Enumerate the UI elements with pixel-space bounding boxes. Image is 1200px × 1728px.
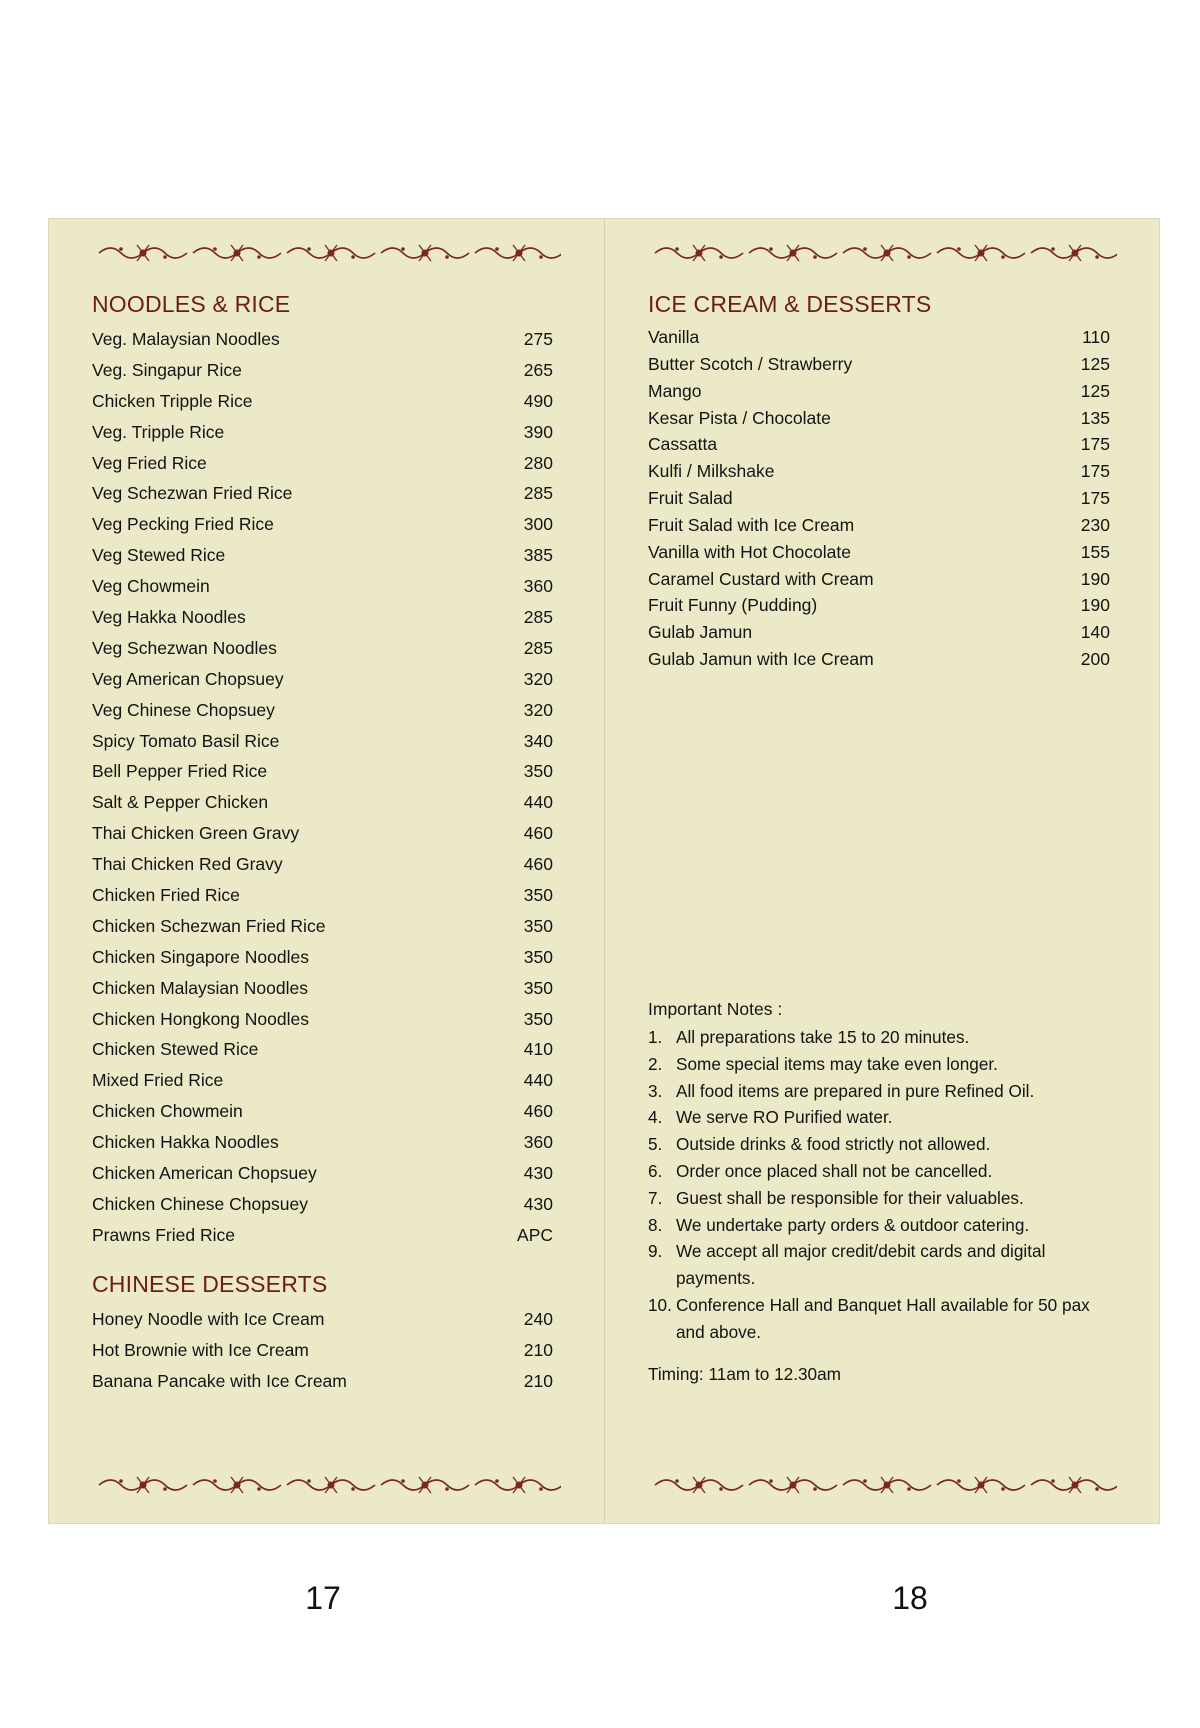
menu-item-price: 190 <box>1080 595 1110 616</box>
menu-item <box>92 1366 553 1397</box>
menu-item <box>648 431 1110 458</box>
menu-item <box>92 1127 553 1158</box>
menu-item-price: 135 <box>1080 407 1110 428</box>
menu-item-name: Gulab Jamun <box>648 622 753 643</box>
noodles-rice-list <box>92 324 553 1251</box>
menu-item-price: 350 <box>523 915 553 936</box>
menu-item <box>92 602 553 633</box>
chinese-desserts-list <box>92 1304 553 1397</box>
menu-item-name: Veg Chowmein <box>92 576 210 597</box>
menu-item-name: Veg Chinese Chopsuey <box>92 699 275 720</box>
note-number: 4. <box>648 1107 663 1128</box>
menu-item-name: Veg. Tripple Rice <box>92 421 225 442</box>
menu-item-name: Mixed Fried Rice <box>92 1070 224 1091</box>
page-number-left: 17 <box>305 1580 341 1616</box>
note-text: All preparations take 15 to 20 minutes. <box>676 1027 970 1047</box>
menu-item-price: 490 <box>523 390 553 411</box>
menu-item-price: 285 <box>523 607 553 628</box>
menu-item <box>92 942 553 973</box>
menu-item <box>648 619 1110 646</box>
menu-item-price: 460 <box>523 823 553 844</box>
menu-item <box>92 1304 553 1335</box>
menu-item-name: Chicken Fried Rice <box>92 885 240 906</box>
menu-item <box>648 324 1110 351</box>
menu-item-price: 285 <box>523 637 553 658</box>
menu-item <box>92 633 553 664</box>
menu-item-price: 285 <box>523 483 553 504</box>
menu-item <box>92 756 553 787</box>
menu-item-price: 350 <box>523 977 553 998</box>
menu-item <box>648 566 1110 593</box>
floral-border-ornament-icon <box>91 1472 561 1498</box>
menu-item-price: 360 <box>523 576 553 597</box>
menu-item-name: Veg American Chopsuey <box>92 668 284 689</box>
note-item <box>648 1104 1110 1131</box>
menu-item-name: Thai Chicken Green Gravy <box>92 823 300 844</box>
note-item <box>648 1238 1110 1292</box>
menu-item-name: Chicken Singapore Noodles <box>92 946 309 967</box>
page-number-right: 18 <box>892 1580 928 1616</box>
menu-item-price: 320 <box>523 699 553 720</box>
note-text: We undertake party orders & outdoor catering. <box>676 1214 1030 1235</box>
menu-item-price: 210 <box>523 1370 553 1391</box>
menu-item <box>92 726 553 757</box>
menu-item-price: 460 <box>523 854 553 875</box>
menu-item-price: 200 <box>1080 649 1110 670</box>
menu-item <box>92 787 553 818</box>
note-text: Some special items may take even longer. <box>676 1053 998 1074</box>
menu-item-name: Cassatta <box>648 434 718 455</box>
menu-item <box>92 324 553 355</box>
menu-item <box>92 695 553 726</box>
note-text: We accept all major credit/debit cards and digital payments. <box>676 1241 1046 1289</box>
notes-list <box>648 1024 1110 1346</box>
menu-item-name: Chicken Chinese Chopsuey <box>92 1193 308 1214</box>
menu-item-price: 340 <box>523 730 553 751</box>
menu-item-price: 155 <box>1080 541 1110 562</box>
menu-item-price: 110 <box>1082 327 1110 347</box>
menu-item-price: 385 <box>523 545 553 566</box>
menu-item-price: 360 <box>523 1132 553 1153</box>
menu-item <box>92 1335 553 1366</box>
menu-item-name: Gulab Jamun with Ice Cream <box>648 649 874 670</box>
menu-item <box>92 1004 553 1035</box>
notes-title: Important Notes : <box>648 999 783 1019</box>
menu-item-price: 430 <box>523 1193 553 1214</box>
menu-item-name: Veg Hakka Noodles <box>92 607 246 628</box>
note-number: 1. <box>648 1027 663 1047</box>
menu-item-name: Chicken Tripple Rice <box>92 390 253 411</box>
menu-item <box>92 509 553 540</box>
note-item <box>648 1078 1110 1105</box>
menu-item-name: Salt & Pepper Chicken <box>92 792 269 813</box>
note-text: Order once placed shall not be cancelled. <box>676 1160 993 1181</box>
menu-item <box>648 378 1110 405</box>
menu-item-price: 350 <box>523 1008 553 1029</box>
menu-item-price: 190 <box>1080 568 1110 589</box>
menu-item-name: Fruit Salad <box>648 488 733 509</box>
note-text: We serve RO Purified water. <box>676 1107 893 1128</box>
menu-item <box>92 818 553 849</box>
menu-item <box>648 485 1110 512</box>
menu-item-price: 440 <box>523 792 553 813</box>
timing-text: Timing: 11am to 12.30am <box>648 1363 841 1384</box>
menu-item <box>92 1065 553 1096</box>
note-item <box>648 1131 1110 1158</box>
menu-item-name: Chicken Malaysian Noodles <box>92 977 308 998</box>
menu-item-price: 175 <box>1080 434 1110 455</box>
floral-border-ornament-icon <box>647 1472 1117 1498</box>
menu-item-name: Veg Fried Rice <box>92 452 207 473</box>
note-text: Guest shall be responsible for their valuables. <box>676 1187 1024 1208</box>
section-title-ice-cream-desserts: ICE CREAM & DESSERTS <box>648 291 932 317</box>
menu-item-price: 430 <box>523 1163 553 1184</box>
menu-item-price: 175 <box>1080 488 1110 509</box>
menu-item-name: Veg Schezwan Fried Rice <box>92 483 293 504</box>
menu-item-price: 390 <box>523 421 553 442</box>
note-item <box>648 1024 1110 1051</box>
menu-item-price: 265 <box>523 359 553 380</box>
menu-spread <box>48 218 1160 1524</box>
menu-item <box>92 1158 553 1189</box>
menu-item-name: Caramel Custard with Cream <box>648 568 874 589</box>
menu-page-right <box>605 219 1161 1523</box>
menu-item-name: Chicken Chowmein <box>92 1101 243 1122</box>
menu-item-name: Chicken Hongkong Noodles <box>92 1008 309 1029</box>
menu-item-price: 410 <box>523 1039 553 1060</box>
menu-item-price: 275 <box>523 329 553 349</box>
menu-item-name: Prawns Fried Rice <box>92 1224 235 1245</box>
menu-item <box>92 540 553 571</box>
note-number: 6. <box>648 1160 663 1181</box>
menu-item-price: 300 <box>523 514 553 535</box>
menu-item-price: 240 <box>523 1308 553 1329</box>
menu-item-name: Vanilla <box>648 327 700 347</box>
menu-item-name: Banana Pancake with Ice Cream <box>92 1370 347 1391</box>
note-number: 7. <box>648 1187 663 1208</box>
menu-item-name: Veg Schezwan Noodles <box>92 637 277 658</box>
menu-item <box>92 1220 553 1251</box>
menu-item-price: 210 <box>523 1339 553 1360</box>
menu-item-price: 350 <box>523 761 553 782</box>
menu-item <box>92 386 553 417</box>
menu-item-name: Butter Scotch / Strawberry <box>648 353 853 374</box>
menu-item-price: 280 <box>523 452 553 473</box>
note-number: 2. <box>648 1053 663 1074</box>
menu-item <box>92 571 553 602</box>
menu-item-price: 125 <box>1080 380 1110 401</box>
menu-item-name: Thai Chicken Red Gravy <box>92 854 283 875</box>
menu-item-name: Bell Pepper Fried Rice <box>92 761 268 782</box>
menu-item <box>92 880 553 911</box>
menu-item-name: Vanilla with Hot Chocolate <box>648 541 851 562</box>
menu-item-name: Chicken American Chopsuey <box>92 1163 317 1184</box>
menu-item-name: Fruit Salad with Ice Cream <box>648 514 855 535</box>
menu-item <box>92 849 553 880</box>
menu-item <box>92 417 553 448</box>
menu-page-left <box>49 219 605 1523</box>
menu-item-name: Hot Brownie with Ice Cream <box>92 1339 309 1360</box>
note-item <box>648 1158 1110 1185</box>
menu-item-name: Spicy Tomato Basil Rice <box>92 730 280 751</box>
menu-item <box>648 512 1110 539</box>
menu-item <box>92 1189 553 1220</box>
menu-item-name: Fruit Funny (Pudding) <box>648 595 818 616</box>
menu-item <box>92 355 553 386</box>
menu-item-name: Chicken Schezwan Fried Rice <box>92 915 326 936</box>
menu-item-price: 175 <box>1080 461 1110 482</box>
menu-item-price: 125 <box>1080 353 1110 374</box>
menu-item-name: Chicken Hakka Noodles <box>92 1132 279 1153</box>
menu-item-name: Kulfi / Milkshake <box>648 461 775 482</box>
menu-item <box>92 664 553 695</box>
note-item <box>648 1212 1110 1239</box>
menu-item <box>648 405 1110 432</box>
menu-item-name: Honey Noodle with Ice Cream <box>92 1308 325 1329</box>
note-text: Conference Hall and Banquet Hall available for 50 pax and above. <box>676 1294 1090 1342</box>
menu-item <box>92 478 553 509</box>
menu-item-price: 460 <box>523 1101 553 1122</box>
menu-item-name: Veg Stewed Rice <box>92 545 226 566</box>
important-notes <box>648 996 1110 1385</box>
menu-item-price: 320 <box>523 668 553 689</box>
menu-item-name: Chicken Stewed Rice <box>92 1039 259 1060</box>
menu-item <box>92 911 553 942</box>
right-page-content <box>648 291 1110 673</box>
menu-item-price: 440 <box>523 1070 553 1091</box>
menu-item <box>92 448 553 479</box>
note-item <box>648 1292 1110 1346</box>
menu-item <box>648 351 1110 378</box>
note-number: 10. <box>648 1294 672 1315</box>
menu-item-price: 230 <box>1080 514 1110 535</box>
note-number: 5. <box>648 1134 663 1155</box>
note-number: 3. <box>648 1080 663 1101</box>
menu-item <box>648 646 1110 673</box>
note-text: All food items are prepared in pure Refined Oil. <box>676 1080 1035 1101</box>
note-text: Outside drinks & food strictly not allowed. <box>676 1134 991 1155</box>
menu-item-price: 140 <box>1080 622 1110 643</box>
floral-border-ornament-icon <box>91 240 561 266</box>
note-item <box>648 1051 1110 1078</box>
menu-item <box>92 1096 553 1127</box>
menu-item-price: 350 <box>523 885 553 906</box>
menu-item-name: Veg. Singapur Rice <box>92 359 242 380</box>
menu-item-name: Kesar Pista / Chocolate <box>648 407 831 428</box>
menu-item-price: APC <box>517 1224 553 1245</box>
menu-item <box>92 1034 553 1065</box>
menu-item <box>648 592 1110 619</box>
floral-border-ornament-icon <box>647 240 1117 266</box>
section-title-noodles-rice: NOODLES & RICE <box>92 291 291 317</box>
section-title-chinese-desserts: CHINESE DESSERTS <box>92 1270 328 1297</box>
menu-item <box>92 973 553 1004</box>
note-number: 8. <box>648 1214 663 1235</box>
left-page-content <box>92 291 553 1396</box>
note-item <box>648 1185 1110 1212</box>
menu-item-name: Veg. Malaysian Noodles <box>92 329 280 349</box>
ice-cream-desserts-list <box>648 324 1110 673</box>
menu-item-name: Mango <box>648 380 702 401</box>
note-number: 9. <box>648 1241 663 1262</box>
menu-item-name: Veg Pecking Fried Rice <box>92 514 274 535</box>
menu-item <box>648 539 1110 566</box>
menu-item-price: 350 <box>523 946 553 967</box>
menu-item <box>648 458 1110 485</box>
